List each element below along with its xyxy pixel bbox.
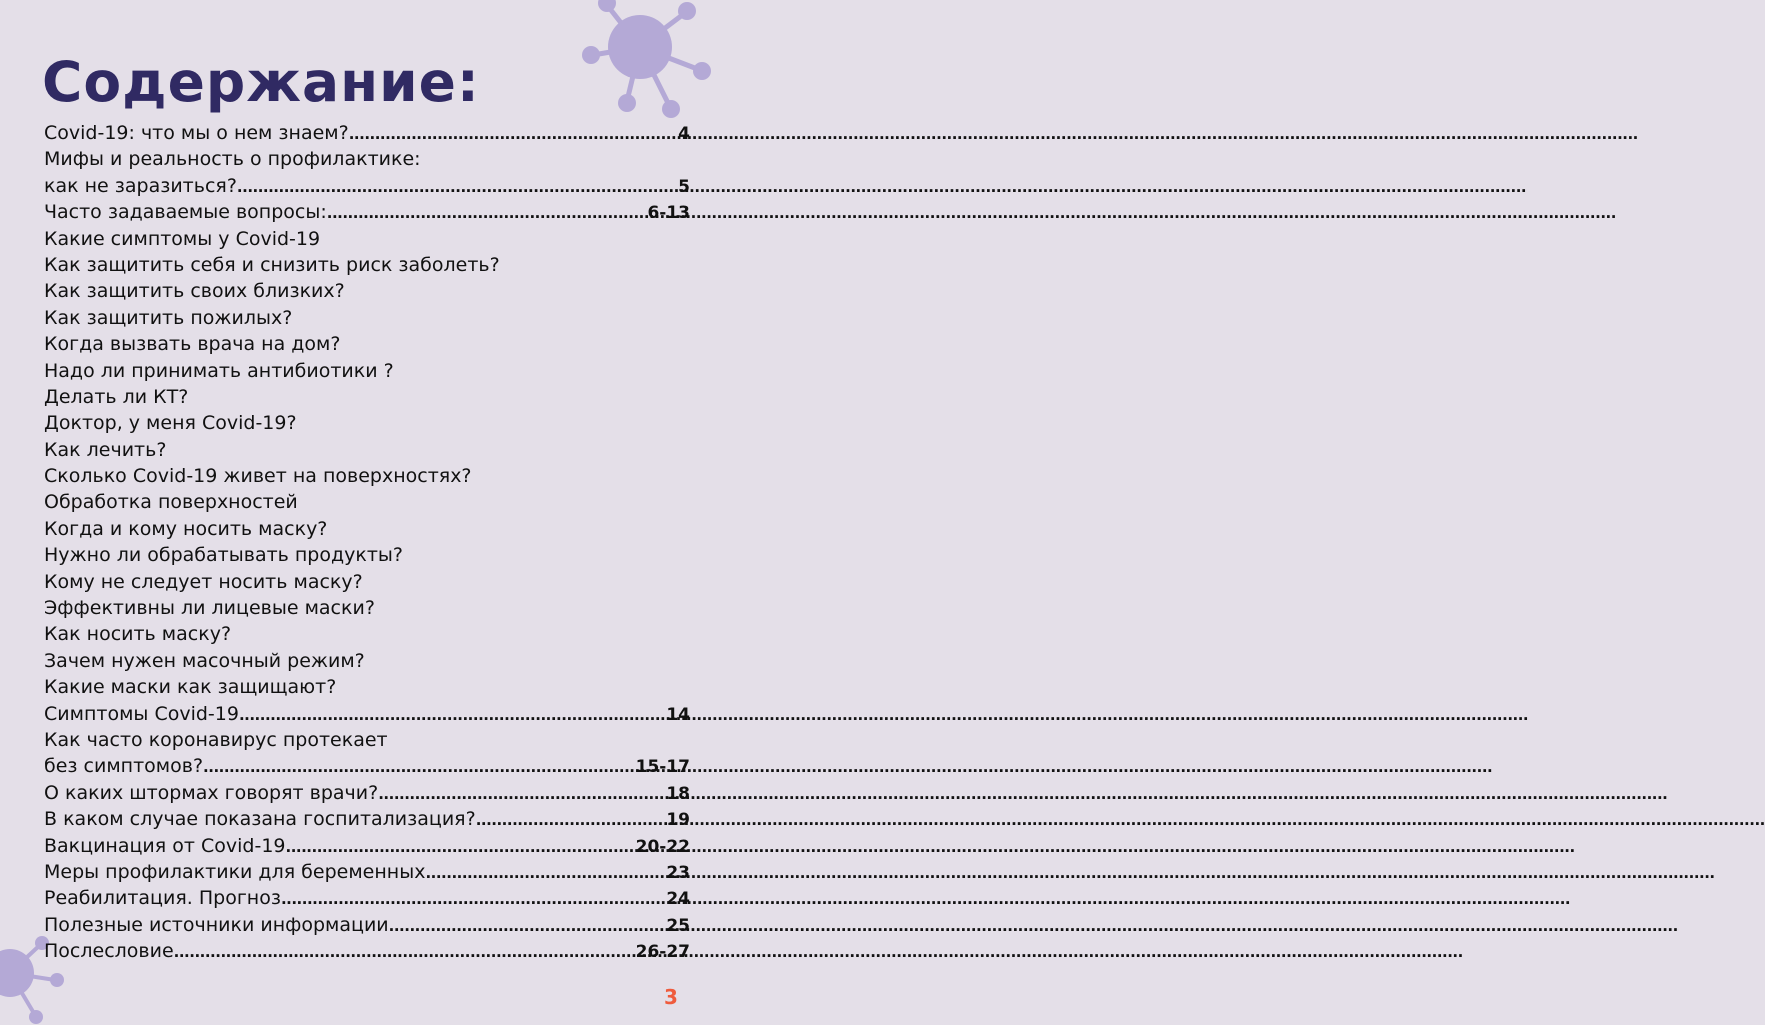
toc-entry-label: Симптомы Covid-19: [44, 702, 239, 725]
toc-entry-label: Меры профилактики для беременных: [44, 860, 426, 883]
toc-entry: [44, 437, 690, 463]
toc-entry: [44, 199, 690, 225]
toc-entry-label: Как часто коронавирус протекает: [44, 728, 388, 751]
toc-entry-label: Как защитить себя и снизить риск заболеть?: [44, 253, 500, 276]
toc-leader-dots: [425, 860, 665, 886]
toc-entry-page: 20-22: [635, 836, 690, 857]
toc-entry-label: В каком случае показана госпитализация?: [44, 808, 476, 831]
page-title: Содержание:: [42, 50, 480, 114]
toc-entry: [44, 674, 690, 700]
toc-entry-label: Доктор, у меня Covid-19?: [44, 412, 297, 435]
toc-entry-label: Полезные источники информации: [44, 913, 389, 936]
toc-leader-dots: [286, 834, 635, 860]
toc-entry-page: 15-17: [635, 757, 690, 778]
toc-entry: [44, 859, 690, 885]
toc-leader-dots: [476, 807, 666, 833]
toc-leader-dots: [237, 174, 677, 200]
toc-leader-dots: [281, 886, 665, 912]
toc-entry-label: Реабилитация. Прогноз: [44, 887, 281, 910]
toc-entry-page: 18: [666, 783, 690, 804]
toc-entry-page: 24: [666, 889, 690, 910]
toc-entry: [44, 146, 690, 172]
toc-leader-dots: [378, 781, 665, 807]
toc-leader-dots: [389, 913, 666, 939]
toc-entry: [44, 595, 690, 621]
toc-entry: [44, 463, 690, 489]
toc-entry: [44, 727, 690, 753]
toc-leader-dots: [239, 702, 665, 728]
toc-entry-label: Когда и кому носить маску?: [44, 517, 328, 540]
toc-entry: [44, 648, 690, 674]
toc-leader-dots: [203, 754, 635, 780]
toc-entry-label: Часто задаваемые вопросы:: [44, 201, 327, 224]
toc-entry-label: Сколько Covid-19 живет на поверхностях?: [44, 465, 472, 488]
toc-leader-dots: [327, 200, 647, 226]
toc-entry: [44, 833, 690, 859]
toc-entry: [44, 410, 690, 436]
toc-entry: [44, 753, 690, 779]
toc-entry-page: 26-27: [635, 942, 690, 963]
toc-entry-label: как не заразиться?: [44, 174, 237, 197]
toc-entry: [44, 173, 690, 199]
toc-entry-label: Какие маски как защищают?: [44, 676, 337, 699]
toc-entry-page: 4: [678, 124, 690, 144]
toc-entry: [44, 252, 690, 278]
virus-icon: [575, 0, 725, 125]
toc-entry: [44, 701, 690, 727]
toc-entry: [44, 226, 690, 252]
page-number: 3: [664, 985, 678, 1009]
toc-entry-label: О каких штормах говорят врачи?: [44, 781, 379, 804]
toc-leader-dots: [174, 939, 635, 965]
toc-entry: [44, 516, 690, 542]
toc-entry: [44, 331, 690, 357]
toc-entry-label: Послесловие: [44, 940, 174, 963]
toc-entry: [44, 938, 690, 964]
toc-entry: [44, 885, 690, 911]
toc-entry: [44, 569, 690, 595]
toc-entry-page: 5: [678, 176, 690, 197]
toc-entry: [44, 384, 690, 410]
toc-entry-label: Делать ли КТ?: [44, 385, 189, 408]
table-of-contents: [44, 120, 690, 965]
toc-entry-label: Мифы и реальность о профилактике:: [44, 148, 421, 171]
toc-entry-label: Надо ли принимать антибиотики ?: [44, 359, 394, 382]
toc-entry-label: Нужно ли обрабатывать продукты?: [44, 544, 404, 567]
toc-entry: [44, 358, 690, 384]
toc-entry-label: Обработка поверхностей: [44, 491, 298, 514]
toc-entry-label: Covid-19: что мы о нем знаем?: [44, 122, 349, 144]
toc-entry: [44, 780, 690, 806]
toc-entry-label: Как лечить?: [44, 438, 167, 461]
toc-entry-page: 19: [666, 810, 690, 831]
toc-entry: [44, 912, 690, 938]
toc-entry: [44, 278, 690, 304]
toc-entry-label: Когда вызвать врача на дом?: [44, 333, 341, 356]
toc-entry-page: 25: [666, 915, 690, 936]
toc-entry-label: Какие симптомы у Covid-19: [44, 227, 321, 250]
toc-entry: [44, 542, 690, 568]
toc-entry-label: Вакцинация от Covid-19: [44, 834, 286, 857]
toc-entry-label: Как защитить своих близких?: [44, 280, 345, 303]
toc-entry-label: Как носить маску?: [44, 623, 232, 646]
toc-entry-label: без симптомов?: [44, 755, 204, 778]
toc-entry-page: 6-13: [647, 203, 690, 224]
toc-entry: [44, 489, 690, 515]
toc-entry: [44, 806, 690, 832]
toc-entry-label: Кому не следует носить маску?: [44, 570, 363, 593]
toc-leader-dots: [349, 121, 677, 147]
toc-entry-page: 14: [666, 704, 690, 725]
toc-entry: [44, 621, 690, 647]
toc-entry-label: Как защитить пожилых?: [44, 306, 293, 329]
toc-entry-page: 23: [666, 862, 690, 883]
toc-entry-label: Эффективны ли лицевые маски?: [44, 597, 375, 620]
toc-entry: [44, 120, 690, 146]
toc-entry: [44, 305, 690, 331]
toc-entry-label: Зачем нужен масочный режим?: [44, 649, 365, 672]
